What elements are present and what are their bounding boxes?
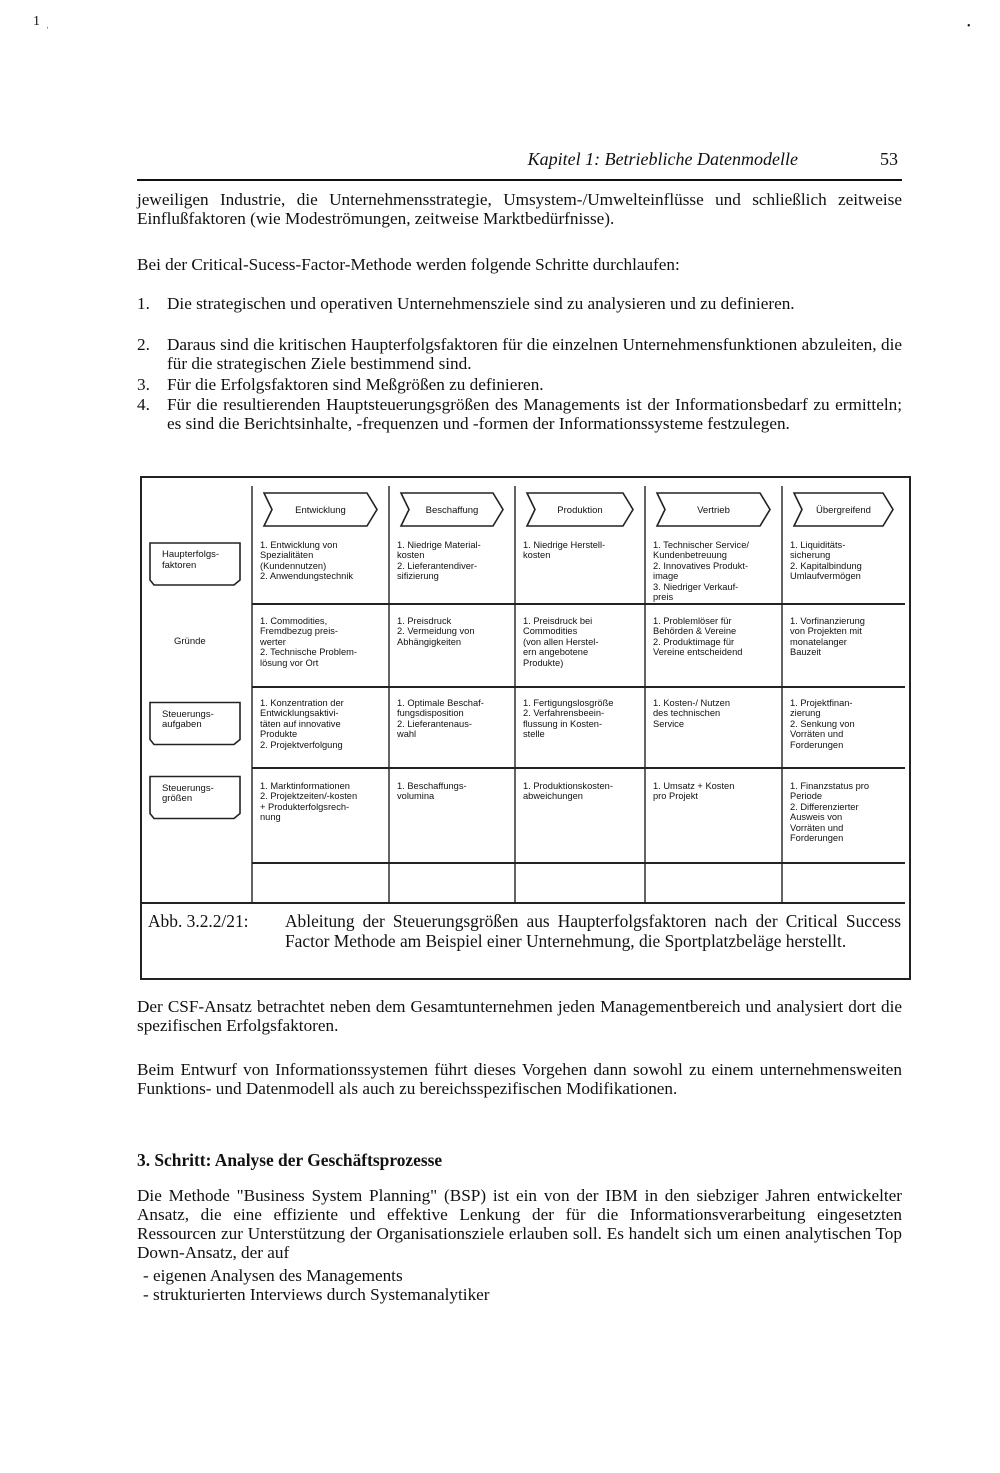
table-cell: 1. Commodities, Fremdbezug preis- werter 2. Technische Problem- lösung vor Ort bbox=[260, 616, 357, 668]
step-text: Daraus sind die kritischen Haupterfolgsfaktoren für die einzelnen Unternehmensfunktionen abzuleiten, die für die strategischen Ziele bestimmend sind. bbox=[167, 335, 902, 373]
table-cell: 1. Problemlöser für Behörden & Vereine 2. Produktimage für Vereine entscheidend bbox=[653, 616, 743, 658]
table-cell: 1. Marktinformationen 2. Projektzeiten/-kosten + Produkterfolgsrech- nung bbox=[260, 781, 358, 823]
table-cell: 1. Entwicklung von Spezialitäten (Kundennutzen) 2. Anwendungstechnik bbox=[260, 540, 354, 582]
caption-text: Ableitung der Steuerungsgrößen aus Haupterfolgsfaktoren nach der Critical Success Factor Methode am Beispiel einer Unternehmung, die Sportplatzbeläge herstellt. bbox=[285, 911, 901, 951]
table-cell: 1. Umsatz + Kosten pro Projekt bbox=[653, 781, 735, 802]
table-cell: 1. Niedrige Material- kosten 2. Lieferantendiver- sifizierung bbox=[397, 540, 481, 582]
row-label: Steuerungs- größen bbox=[162, 782, 214, 804]
section-heading: 3. Schritt: Analyse der Geschäftsprozesse bbox=[137, 1150, 443, 1170]
csf-paragraph: Der CSF-Ansatz betrachtet neben dem Gesamtunternehmen jeden Managementbereich und analysiert dort die spezifischen Erfolgsfaktoren. bbox=[137, 997, 902, 1035]
table-cell: 1. Preisdruck bei Commodities (von allen Herstel- ern angebotene Produkte) bbox=[523, 616, 599, 668]
table-cell: 1. Finanzstatus pro Periode 2. Differenzierter Ausweis von Vorräten und Forderungen bbox=[790, 781, 870, 844]
table-cell: 1. Technischer Service/ Kundenbetreuung 2. Innovatives Produkt- image 3. Niedriger Verkauf- preis bbox=[653, 540, 749, 603]
step-text: Für die Erfolgsfaktoren sind Meßgrößen zu definieren. bbox=[167, 375, 544, 394]
page-number: 53 bbox=[880, 149, 898, 169]
row-label: Haupterfolgs- faktoren bbox=[162, 549, 220, 571]
bullet-item: - strukturierten Interviews durch Systemanalytiker bbox=[143, 1285, 490, 1304]
running-header bbox=[137, 147, 902, 181]
table-cell: 1. Produktionskosten- abweichungen bbox=[523, 781, 613, 802]
column-header-label: Produktion bbox=[557, 505, 603, 516]
column-header-label: Übergreifend bbox=[816, 505, 871, 516]
table-cell: 1. Liquiditäts- sicherung 2. Kapitalbindung Umlaufvermögen bbox=[790, 540, 862, 582]
table-cell: 1. Preisdruck 2. Vermeidung von Abhängigkeiten bbox=[397, 616, 475, 647]
scan-mark-right: • bbox=[967, 21, 971, 32]
table-cell: 1. Fertigungslosgröße 2. Verfahrensbeein- flussung in Kosten- stelle bbox=[523, 698, 614, 740]
caption-label: Abb. 3.2.2/21: bbox=[148, 911, 249, 931]
csf-lead: Bei der Critical-Sucess-Factor-Methode werden folgende Schritte durchlaufen: bbox=[137, 255, 680, 274]
intro-paragraph: jeweiligen Industrie, die Unternehmensstrategie, Umsystem-/Umwelteinflüsse und schließlich zeitweise Einflußfaktoren (wie Modeströmungen, zeitweise Marktbedürfnisse). bbox=[137, 190, 902, 228]
step-text: Für die resultierenden Hauptsteuerungsgrößen des Managements ist der Informationsbedarf zu ermitteln; es sind die Berichtsinhalte, -frequenzen und -formen der Informationssysteme festzulegen. bbox=[167, 395, 902, 433]
step-number: 4. bbox=[137, 395, 150, 414]
table-cell: 1. Niedrige Herstell- kosten bbox=[523, 540, 606, 561]
chapter-title: Kapitel 1: Betriebliche Datenmodelle bbox=[527, 149, 798, 169]
row-label: Gründe bbox=[174, 635, 206, 647]
scan-mark-tick: ˌ bbox=[46, 18, 50, 29]
table-cell: 1. Vorfinanzierung von Projekten mit monatelanger Bauzeit bbox=[790, 616, 865, 658]
bullet-item: - eigenen Analysen des Managements bbox=[143, 1266, 403, 1285]
row-label: Steuerungs- aufgaben bbox=[162, 708, 214, 730]
table-cell: 1. Konzentration der Entwicklungsaktivi- täten auf innovative Produkte 2. Projektverfolgung bbox=[260, 698, 344, 750]
scan-mark-left: 1 bbox=[33, 14, 40, 29]
step-item bbox=[137, 294, 902, 313]
step-text: Die strategischen und operativen Unternehmensziele sind zu analysieren und zu definieren. bbox=[167, 294, 795, 313]
step-item bbox=[137, 375, 902, 394]
column-header-label: Entwicklung bbox=[295, 505, 346, 516]
table-cell: 1. Projektfinan- zierung 2. Senkung von Vorräten und Forderungen bbox=[790, 698, 855, 750]
table-cell: 1. Optimale Beschaf- fungsdisposition 2. Lieferantenaus- wahl bbox=[397, 698, 484, 740]
table-cell: 1. Beschaffungs- volumina bbox=[397, 781, 467, 802]
column-header-label: Vertrieb bbox=[697, 505, 730, 516]
step-item bbox=[137, 395, 902, 433]
is-paragraph: Beim Entwurf von Informationssystemen führt dieses Vorgehen dann sowohl zu einem unternehmensweiten Funktions- und Datenmodell als auch zu bereichsspezifischen Modifikationen. bbox=[137, 1060, 902, 1098]
column-header-label: Beschaffung bbox=[425, 505, 479, 516]
step-number: 2. bbox=[137, 335, 150, 354]
step-number: 1. bbox=[137, 294, 150, 313]
step-item bbox=[137, 335, 902, 373]
step-number: 3. bbox=[137, 375, 150, 394]
bsp-paragraph: Die Methode "Business System Planning" (BSP) ist ein von der IBM in den siebziger Jahren entwickelter Ansatz, die eine effiziente und effektive Lenkung der für die Informationsverarbeitung eingesetzten Ressourcen zur Unterstützung der Organisationsziele erlauben soll. Es handelt sich um einen analytischen Top Down-Ansatz, der auf bbox=[137, 1186, 902, 1262]
table-cell: 1. Kosten-/ Nutzen des technischen Service bbox=[653, 698, 730, 729]
csf-figure bbox=[140, 476, 911, 980]
figure-caption bbox=[142, 902, 905, 976]
